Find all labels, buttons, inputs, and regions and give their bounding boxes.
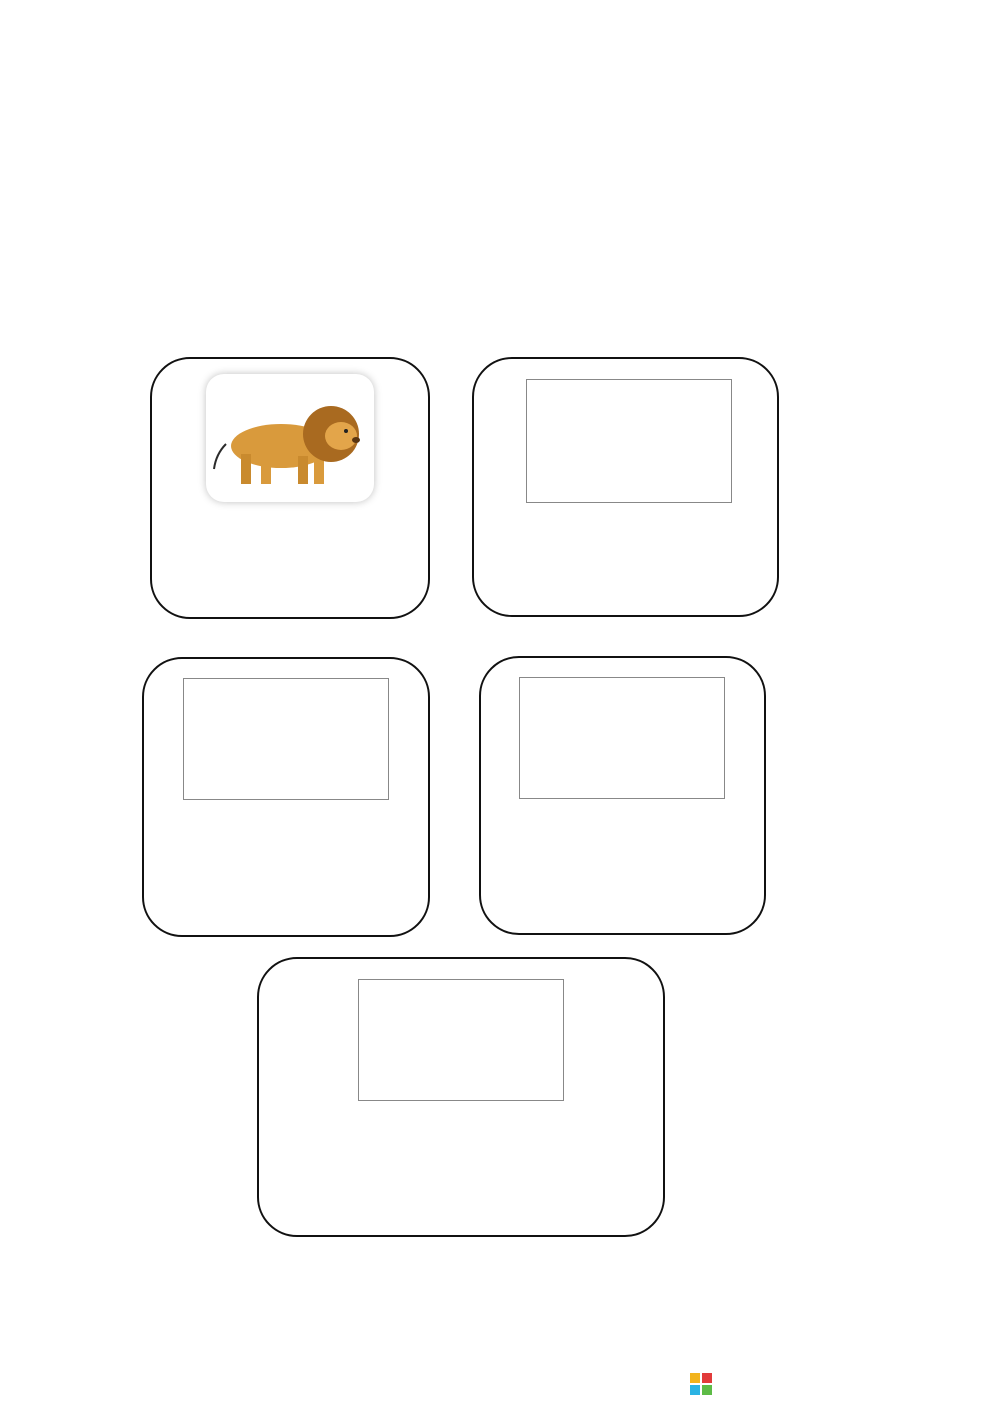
animal-placeholder[interactable] bbox=[358, 979, 564, 1101]
lion-picture bbox=[206, 374, 374, 502]
card-3 bbox=[142, 657, 430, 937]
lion-icon bbox=[206, 374, 374, 502]
animal-placeholder[interactable] bbox=[519, 677, 725, 799]
card-4 bbox=[479, 656, 766, 935]
animal-placeholder[interactable] bbox=[526, 379, 732, 503]
card-2 bbox=[472, 357, 779, 617]
example-card bbox=[150, 357, 430, 619]
liveworksheets-logo bbox=[690, 1373, 716, 1395]
card-5 bbox=[257, 957, 665, 1237]
animal-placeholder[interactable] bbox=[183, 678, 389, 800]
logo-icon bbox=[690, 1373, 712, 1395]
